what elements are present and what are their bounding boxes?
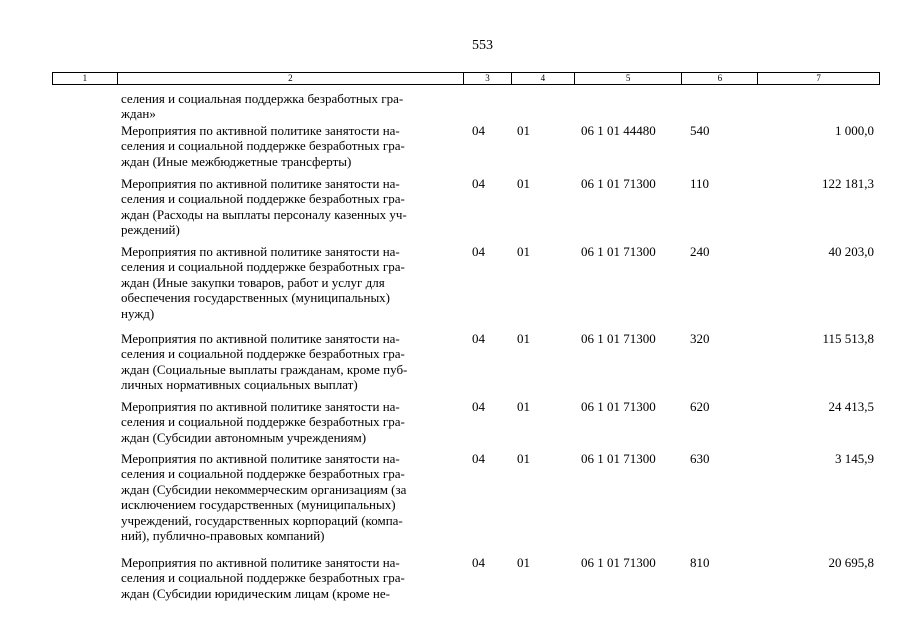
target-article-code: 06 1 01 71300: [581, 451, 656, 466]
row-description: [121, 399, 461, 445]
amount: 24 413,5: [828, 399, 874, 414]
description-line: Мероприятия по активной политике занятости на-: [121, 244, 400, 259]
target-article-code: 06 1 01 71300: [581, 331, 656, 346]
target-article-code: 06 1 01 71300: [581, 555, 656, 570]
column-header-3: 3: [463, 73, 511, 84]
expense-type-code: 540: [690, 123, 710, 138]
column-header-5: 5: [574, 73, 682, 84]
amount: 40 203,0: [828, 244, 874, 259]
description-line: селения и социальной поддержке безработных гра-: [121, 414, 405, 430]
subsection-code: 01: [517, 399, 530, 414]
subsection-code: 01: [517, 451, 530, 466]
column-header-4: 4: [511, 73, 574, 84]
description-line: селения и социальной поддержке безработных гра-: [121, 346, 405, 362]
description-line: селения и социальная поддержка безработных гра-: [121, 91, 404, 106]
row-description: [121, 555, 461, 601]
amount: 115 513,8: [822, 331, 874, 346]
expense-type-code: 110: [690, 176, 710, 191]
subsection-code: 01: [517, 176, 530, 191]
expense-type-code: 620: [690, 399, 710, 414]
description-line: селения и социальной поддержке безработных гра-: [121, 570, 405, 586]
description-line: Мероприятия по активной политике занятости на-: [121, 123, 400, 138]
description-line: Мероприятия по активной политике занятости на-: [121, 176, 400, 191]
target-article-code: 06 1 01 44480: [581, 123, 656, 138]
section-code: 04: [472, 555, 485, 570]
description-line: Мероприятия по активной политике занятости на-: [121, 451, 400, 466]
amount: 3 145,9: [835, 451, 874, 466]
section-code: 04: [472, 451, 485, 466]
column-header-6: 6: [681, 73, 757, 84]
section-code: 04: [472, 123, 485, 138]
expense-type-code: 810: [690, 555, 710, 570]
amount: 20 695,8: [828, 555, 874, 570]
description-line: ждан (Иные межбюджетные трансферты): [121, 153, 352, 169]
description-line: Мероприятия по активной политике занятости на-: [121, 399, 400, 414]
subsection-code: 01: [517, 123, 530, 138]
amount: 122 181,3: [822, 176, 874, 191]
section-code: 04: [472, 176, 485, 191]
row-description: [121, 331, 461, 393]
page-number: 553: [472, 38, 493, 53]
subsection-code: 01: [517, 331, 530, 346]
description-line: ждан (Расходы на выплаты персоналу казенных уч-: [121, 206, 407, 222]
description-line: личных нормативных социальных выплат): [121, 377, 358, 393]
description-line: ждан (Субсидии некоммерческим организациям (за: [121, 481, 407, 497]
description-line: учреждений, государственных корпораций (компа-: [121, 512, 403, 528]
description-line: реждений): [121, 222, 180, 238]
description-line: ждан (Субсидии автономным учреждениям): [121, 429, 367, 445]
section-code: 04: [472, 331, 485, 346]
amount: 1 000,0: [835, 123, 874, 138]
section-code: 04: [472, 399, 485, 414]
description-line: Мероприятия по активной политике занятости на-: [121, 331, 400, 346]
description-line: нужд): [121, 305, 155, 321]
description-line: исключением государственных (муниципальных): [121, 497, 396, 513]
description-line: ждан»: [121, 106, 156, 122]
table-header: [52, 72, 880, 85]
expense-type-code: 630: [690, 451, 710, 466]
description-line: ний), публично-правовых компаний): [121, 527, 325, 543]
description-line: селения и социальной поддержке безработных гра-: [121, 138, 405, 154]
description-line: селения и социальной поддержке безработных гра-: [121, 466, 405, 482]
description-line: ждан (Иные закупки товаров, работ и услуг для: [121, 274, 385, 290]
target-article-code: 06 1 01 71300: [581, 176, 656, 191]
description-line: селения и социальной поддержке безработных гра-: [121, 191, 405, 207]
column-header-7: 7: [757, 73, 879, 84]
description-line: обеспечения государственных (муниципальных): [121, 290, 391, 306]
column-header-1: 1: [82, 73, 88, 83]
row-description: [121, 176, 461, 238]
expense-type-code: 240: [690, 244, 710, 259]
description-line: ждан (Субсидии юридическим лицам (кроме не-: [121, 585, 390, 601]
target-article-code: 06 1 01 71300: [581, 244, 656, 259]
description-line: ждан (Социальные выплаты гражданам, кроме пуб-: [121, 361, 408, 377]
target-article-code: 06 1 01 71300: [581, 399, 656, 414]
row-description: [121, 91, 461, 122]
expense-type-code: 320: [690, 331, 710, 346]
row-description: [121, 123, 461, 169]
column-header-2: 2: [117, 73, 463, 84]
subsection-code: 01: [517, 555, 530, 570]
description-line: селения и социальной поддержке безработных гра-: [121, 259, 405, 275]
row-description: [121, 451, 461, 543]
row-description: [121, 244, 461, 321]
description-line: Мероприятия по активной политике занятости на-: [121, 555, 400, 570]
subsection-code: 01: [517, 244, 530, 259]
section-code: 04: [472, 244, 485, 259]
